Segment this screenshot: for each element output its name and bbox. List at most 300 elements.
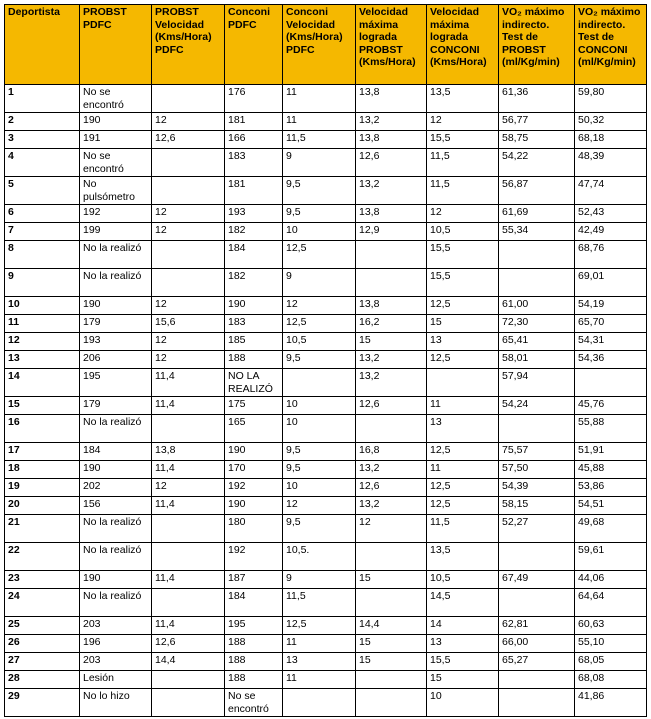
- table-cell: 11,4: [152, 617, 225, 635]
- table-cell: 54,36: [575, 351, 647, 369]
- table-row: [5, 653, 647, 671]
- table-cell: 59,61: [575, 543, 647, 571]
- table-cell: 12: [283, 497, 356, 515]
- table-row: [5, 149, 647, 177]
- table-cell: 15,5: [427, 269, 499, 297]
- athlete-number-cell: 17: [5, 443, 80, 461]
- athlete-number-cell: 20: [5, 497, 80, 515]
- table-cell: [499, 543, 575, 571]
- table-cell: 16,2: [356, 315, 427, 333]
- table-cell: 170: [225, 461, 283, 479]
- table-cell: 53,86: [575, 479, 647, 497]
- table-cell: 58,15: [499, 497, 575, 515]
- table-cell: 54,22: [499, 149, 575, 177]
- table-row: [5, 689, 647, 717]
- table-cell: 14,5: [427, 589, 499, 617]
- table-cell: 15: [427, 671, 499, 689]
- table-row: [5, 205, 647, 223]
- table-cell: 11: [427, 461, 499, 479]
- athlete-number-cell: 7: [5, 223, 80, 241]
- table-cell: 58,75: [499, 131, 575, 149]
- table-cell: 14: [427, 617, 499, 635]
- table-row: [5, 297, 647, 315]
- table-cell: [499, 415, 575, 443]
- table-cell: 10,5: [427, 223, 499, 241]
- table-cell: 156: [80, 497, 152, 515]
- table-row: [5, 543, 647, 571]
- table-cell: 54,19: [575, 297, 647, 315]
- table-cell: 15,5: [427, 653, 499, 671]
- table-cell: 41,86: [575, 689, 647, 717]
- table-cell: 10,5: [283, 333, 356, 351]
- table-cell: 9: [283, 571, 356, 589]
- table-row: [5, 461, 647, 479]
- table-cell: 12: [152, 205, 225, 223]
- table-cell: 188: [225, 635, 283, 653]
- table-cell: 10: [283, 223, 356, 241]
- athlete-number-cell: 12: [5, 333, 80, 351]
- table-cell: 203: [80, 653, 152, 671]
- table-cell: 12: [427, 113, 499, 131]
- table-cell: 51,91: [575, 443, 647, 461]
- athlete-number-cell: 23: [5, 571, 80, 589]
- table-cell: [152, 689, 225, 717]
- column-header: Deportista: [5, 5, 80, 85]
- table-cell: 187: [225, 571, 283, 589]
- table-row: [5, 369, 647, 397]
- table-cell: No la realizó: [80, 269, 152, 297]
- athlete-number-cell: 13: [5, 351, 80, 369]
- table-cell: [356, 689, 427, 717]
- table-cell: 57,94: [499, 369, 575, 397]
- table-cell: 11: [283, 85, 356, 113]
- table-cell: 69,01: [575, 269, 647, 297]
- table-row: [5, 635, 647, 653]
- table-cell: 179: [80, 397, 152, 415]
- table-cell: 12,6: [356, 149, 427, 177]
- table-cell: No se encontró: [225, 689, 283, 717]
- table-cell: 15,5: [427, 241, 499, 269]
- table-cell: [152, 589, 225, 617]
- table-cell: [499, 269, 575, 297]
- table-cell: 45,88: [575, 461, 647, 479]
- table-cell: 12,6: [152, 131, 225, 149]
- table-cell: 13,8: [356, 205, 427, 223]
- table-cell: 15: [356, 333, 427, 351]
- table-cell: 65,27: [499, 653, 575, 671]
- table-cell: 13: [427, 415, 499, 443]
- table-cell: 54,39: [499, 479, 575, 497]
- table-cell: 66,00: [499, 635, 575, 653]
- table-cell: 166: [225, 131, 283, 149]
- table-cell: 183: [225, 315, 283, 333]
- table-cell: 13: [427, 635, 499, 653]
- table-cell: 15,5: [427, 131, 499, 149]
- table-cell: 13,2: [356, 497, 427, 515]
- table-cell: 50,32: [575, 113, 647, 131]
- athlete-number-cell: 3: [5, 131, 80, 149]
- table-cell: 12,5: [283, 617, 356, 635]
- table-cell: [356, 269, 427, 297]
- table-row: [5, 397, 647, 415]
- table-cell: No pulsómetro: [80, 177, 152, 205]
- table-cell: 12,5: [427, 497, 499, 515]
- athlete-number-cell: 28: [5, 671, 80, 689]
- table-cell: 9: [283, 269, 356, 297]
- table-cell: 12: [356, 515, 427, 543]
- table-cell: No la realizó: [80, 415, 152, 443]
- table-cell: 15: [356, 571, 427, 589]
- table-cell: 13,8: [356, 85, 427, 113]
- table-cell: 12: [152, 479, 225, 497]
- table-cell: 12,5: [427, 479, 499, 497]
- table-cell: 65,41: [499, 333, 575, 351]
- table-cell: 9,5: [283, 515, 356, 543]
- table-cell: 182: [225, 223, 283, 241]
- table-cell: 54,31: [575, 333, 647, 351]
- table-cell: 56,87: [499, 177, 575, 205]
- table-cell: [152, 515, 225, 543]
- table-row: [5, 589, 647, 617]
- table-cell: 14,4: [356, 617, 427, 635]
- table-cell: 193: [80, 333, 152, 351]
- table-cell: [152, 269, 225, 297]
- table-cell: 190: [80, 461, 152, 479]
- athlete-number-cell: 25: [5, 617, 80, 635]
- table-cell: 13: [427, 333, 499, 351]
- table-cell: 54,51: [575, 497, 647, 515]
- table-cell: No lo hizo: [80, 689, 152, 717]
- table-row: [5, 351, 647, 369]
- athlete-number-cell: 16: [5, 415, 80, 443]
- table-cell: 13,2: [356, 113, 427, 131]
- table-cell: 181: [225, 113, 283, 131]
- table-cell: [152, 671, 225, 689]
- table-cell: 12: [152, 223, 225, 241]
- athlete-number-cell: 14: [5, 369, 80, 397]
- table-cell: 11,5: [427, 515, 499, 543]
- athlete-number-cell: 15: [5, 397, 80, 415]
- athlete-number-cell: 26: [5, 635, 80, 653]
- table-cell: 192: [225, 479, 283, 497]
- table-cell: No la realizó: [80, 515, 152, 543]
- table-cell: [152, 415, 225, 443]
- table-cell: 12: [152, 113, 225, 131]
- table-cell: 62,81: [499, 617, 575, 635]
- column-header: Conconi Velocidad (Kms/Hora) PDFC: [283, 5, 356, 85]
- table-cell: 203: [80, 617, 152, 635]
- table-cell: 192: [225, 543, 283, 571]
- table-cell: 16,8: [356, 443, 427, 461]
- table-cell: 58,01: [499, 351, 575, 369]
- table-cell: 9,5: [283, 177, 356, 205]
- table-cell: 11,4: [152, 397, 225, 415]
- table-cell: 49,68: [575, 515, 647, 543]
- table-cell: [152, 543, 225, 571]
- table-cell: 191: [80, 131, 152, 149]
- table-cell: [356, 543, 427, 571]
- table-cell: [356, 671, 427, 689]
- athlete-number-cell: 18: [5, 461, 80, 479]
- table-cell: 182: [225, 269, 283, 297]
- table-cell: [499, 689, 575, 717]
- table-cell: 55,10: [575, 635, 647, 653]
- table-cell: 44,06: [575, 571, 647, 589]
- table-cell: 13,5: [427, 543, 499, 571]
- table-cell: 55,88: [575, 415, 647, 443]
- column-header: PROBST PDFC: [80, 5, 152, 85]
- table-cell: 61,00: [499, 297, 575, 315]
- table-row: [5, 617, 647, 635]
- table-cell: 12: [283, 297, 356, 315]
- table-cell: 13,2: [356, 369, 427, 397]
- table-cell: 188: [225, 653, 283, 671]
- table-cell: 15,6: [152, 315, 225, 333]
- table-cell: [283, 689, 356, 717]
- table-cell: 42,49: [575, 223, 647, 241]
- table-cell: 190: [80, 113, 152, 131]
- table-cell: 47,74: [575, 177, 647, 205]
- table-cell: NO LA REALIZÓ: [225, 369, 283, 397]
- table-cell: 11,5: [427, 149, 499, 177]
- table-row: [5, 333, 647, 351]
- table-cell: [356, 415, 427, 443]
- table-cell: 12,5: [283, 241, 356, 269]
- table-cell: 180: [225, 515, 283, 543]
- table-cell: 190: [80, 571, 152, 589]
- athlete-number-cell: 1: [5, 85, 80, 113]
- table-cell: 206: [80, 351, 152, 369]
- table-cell: 12,9: [356, 223, 427, 241]
- table-cell: 55,34: [499, 223, 575, 241]
- table-cell: 190: [80, 297, 152, 315]
- table-cell: 14,4: [152, 653, 225, 671]
- table-cell: 188: [225, 351, 283, 369]
- table-row: [5, 85, 647, 113]
- table-cell: 68,76: [575, 241, 647, 269]
- table-cell: 12,6: [356, 479, 427, 497]
- table-cell: 12: [152, 351, 225, 369]
- table-cell: [283, 369, 356, 397]
- table-cell: 11,5: [427, 177, 499, 205]
- table-cell: 176: [225, 85, 283, 113]
- table-row: [5, 479, 647, 497]
- table-cell: 68,08: [575, 671, 647, 689]
- table-cell: [499, 241, 575, 269]
- table-cell: 75,57: [499, 443, 575, 461]
- column-header: VO₂ máximo indirecto. Test de CONCONI (ml/Kg/min): [575, 5, 647, 85]
- table-cell: 184: [225, 241, 283, 269]
- table-cell: 195: [225, 617, 283, 635]
- table-cell: [152, 177, 225, 205]
- athlete-number-cell: 9: [5, 269, 80, 297]
- table-row: [5, 269, 647, 297]
- table-row: [5, 241, 647, 269]
- table-cell: 11: [283, 671, 356, 689]
- table-cell: 13,8: [356, 131, 427, 149]
- results-table: [4, 4, 647, 717]
- table-cell: 190: [225, 497, 283, 515]
- table-cell: [152, 149, 225, 177]
- table-cell: 15: [427, 315, 499, 333]
- table-row: [5, 177, 647, 205]
- table-row: [5, 223, 647, 241]
- table-cell: 9,5: [283, 443, 356, 461]
- table-cell: 9: [283, 149, 356, 177]
- table-cell: 11,4: [152, 369, 225, 397]
- athlete-number-cell: 8: [5, 241, 80, 269]
- table-row: [5, 515, 647, 543]
- table-cell: 202: [80, 479, 152, 497]
- table-cell: 11,4: [152, 571, 225, 589]
- table-cell: Lesión: [80, 671, 152, 689]
- column-header: VO₂ máximo indirecto. Test de PROBST (ml/Kg/min): [499, 5, 575, 85]
- table-cell: 60,63: [575, 617, 647, 635]
- table-row: [5, 497, 647, 515]
- table-body: [5, 85, 647, 717]
- table-cell: 67,49: [499, 571, 575, 589]
- table-cell: 183: [225, 149, 283, 177]
- table-cell: 13,2: [356, 461, 427, 479]
- table-cell: 165: [225, 415, 283, 443]
- table-cell: 13,8: [152, 443, 225, 461]
- table-row: [5, 131, 647, 149]
- table-container: [4, 4, 647, 717]
- table-cell: 9,5: [283, 351, 356, 369]
- header-row: [5, 5, 647, 85]
- table-cell: 175: [225, 397, 283, 415]
- table-cell: 10: [283, 415, 356, 443]
- athlete-number-cell: 10: [5, 297, 80, 315]
- table-cell: 64,64: [575, 589, 647, 617]
- table-cell: 52,27: [499, 515, 575, 543]
- table-row: [5, 571, 647, 589]
- table-cell: 52,43: [575, 205, 647, 223]
- column-header: Velocidad máxima lograda PROBST (Kms/Hora): [356, 5, 427, 85]
- table-cell: 68,18: [575, 131, 647, 149]
- table-cell: 13,5: [427, 85, 499, 113]
- table-cell: 9,5: [283, 205, 356, 223]
- table-cell: 48,39: [575, 149, 647, 177]
- table-cell: 61,69: [499, 205, 575, 223]
- athlete-number-cell: 4: [5, 149, 80, 177]
- table-cell: 11,4: [152, 497, 225, 515]
- table-cell: 12: [152, 333, 225, 351]
- table-cell: 12: [427, 205, 499, 223]
- table-cell: 11,5: [283, 589, 356, 617]
- table-cell: 10: [283, 479, 356, 497]
- athlete-number-cell: 21: [5, 515, 80, 543]
- athlete-number-cell: 27: [5, 653, 80, 671]
- column-header: Velocidad máxima lograda CONCONI (Kms/Hora): [427, 5, 499, 85]
- table-cell: 199: [80, 223, 152, 241]
- table-cell: 190: [225, 297, 283, 315]
- table-cell: 72,30: [499, 315, 575, 333]
- table-cell: No la realizó: [80, 589, 152, 617]
- athlete-number-cell: 11: [5, 315, 80, 333]
- table-cell: 185: [225, 333, 283, 351]
- table-cell: [356, 589, 427, 617]
- table-cell: 12,5: [427, 443, 499, 461]
- column-header: Conconi PDFC: [225, 5, 283, 85]
- athlete-number-cell: 6: [5, 205, 80, 223]
- table-cell: 15: [356, 635, 427, 653]
- table-cell: 10: [427, 689, 499, 717]
- table-cell: 54,24: [499, 397, 575, 415]
- table-cell: 190: [225, 443, 283, 461]
- table-cell: 12,5: [427, 351, 499, 369]
- table-cell: 13,2: [356, 351, 427, 369]
- table-cell: 11,5: [283, 131, 356, 149]
- athlete-number-cell: 2: [5, 113, 80, 131]
- table-cell: 10,5.: [283, 543, 356, 571]
- table-cell: 192: [80, 205, 152, 223]
- table-cell: [499, 671, 575, 689]
- table-cell: 13: [283, 653, 356, 671]
- table-cell: 11: [283, 635, 356, 653]
- table-cell: [575, 369, 647, 397]
- table-cell: 13,2: [356, 177, 427, 205]
- table-cell: No se encontró: [80, 149, 152, 177]
- table-cell: 45,76: [575, 397, 647, 415]
- table-cell: 9,5: [283, 461, 356, 479]
- table-cell: 12,6: [356, 397, 427, 415]
- table-cell: 10,5: [427, 571, 499, 589]
- athlete-number-cell: 22: [5, 543, 80, 571]
- table-cell: 11,4: [152, 461, 225, 479]
- table-cell: 13,8: [356, 297, 427, 315]
- table-cell: 11: [283, 113, 356, 131]
- table-cell: 184: [225, 589, 283, 617]
- athlete-number-cell: 24: [5, 589, 80, 617]
- athlete-number-cell: 5: [5, 177, 80, 205]
- table-cell: 184: [80, 443, 152, 461]
- table-cell: 68,05: [575, 653, 647, 671]
- table-cell: No la realizó: [80, 241, 152, 269]
- table-cell: No la realizó: [80, 543, 152, 571]
- table-cell: [152, 85, 225, 113]
- table-row: [5, 671, 647, 689]
- column-header: PROBST Velocidad (Kms/Hora) PDFC: [152, 5, 225, 85]
- table-cell: 196: [80, 635, 152, 653]
- table-row: [5, 113, 647, 131]
- table-cell: [499, 589, 575, 617]
- table-cell: 57,50: [499, 461, 575, 479]
- table-cell: 12,6: [152, 635, 225, 653]
- table-cell: 12,5: [427, 297, 499, 315]
- table-cell: [356, 241, 427, 269]
- table-cell: 179: [80, 315, 152, 333]
- table-row: [5, 415, 647, 443]
- table-cell: 56,77: [499, 113, 575, 131]
- table-cell: 195: [80, 369, 152, 397]
- table-cell: 12: [152, 297, 225, 315]
- table-cell: 181: [225, 177, 283, 205]
- athlete-number-cell: 29: [5, 689, 80, 717]
- table-row: [5, 315, 647, 333]
- table-cell: [152, 241, 225, 269]
- table-cell: 12,5: [283, 315, 356, 333]
- table-cell: 10: [283, 397, 356, 415]
- table-cell: 61,36: [499, 85, 575, 113]
- table-cell: 11: [427, 397, 499, 415]
- table-cell: No se encontró: [80, 85, 152, 113]
- table-cell: 188: [225, 671, 283, 689]
- table-cell: 65,70: [575, 315, 647, 333]
- table-row: [5, 443, 647, 461]
- table-cell: 193: [225, 205, 283, 223]
- table-cell: [427, 369, 499, 397]
